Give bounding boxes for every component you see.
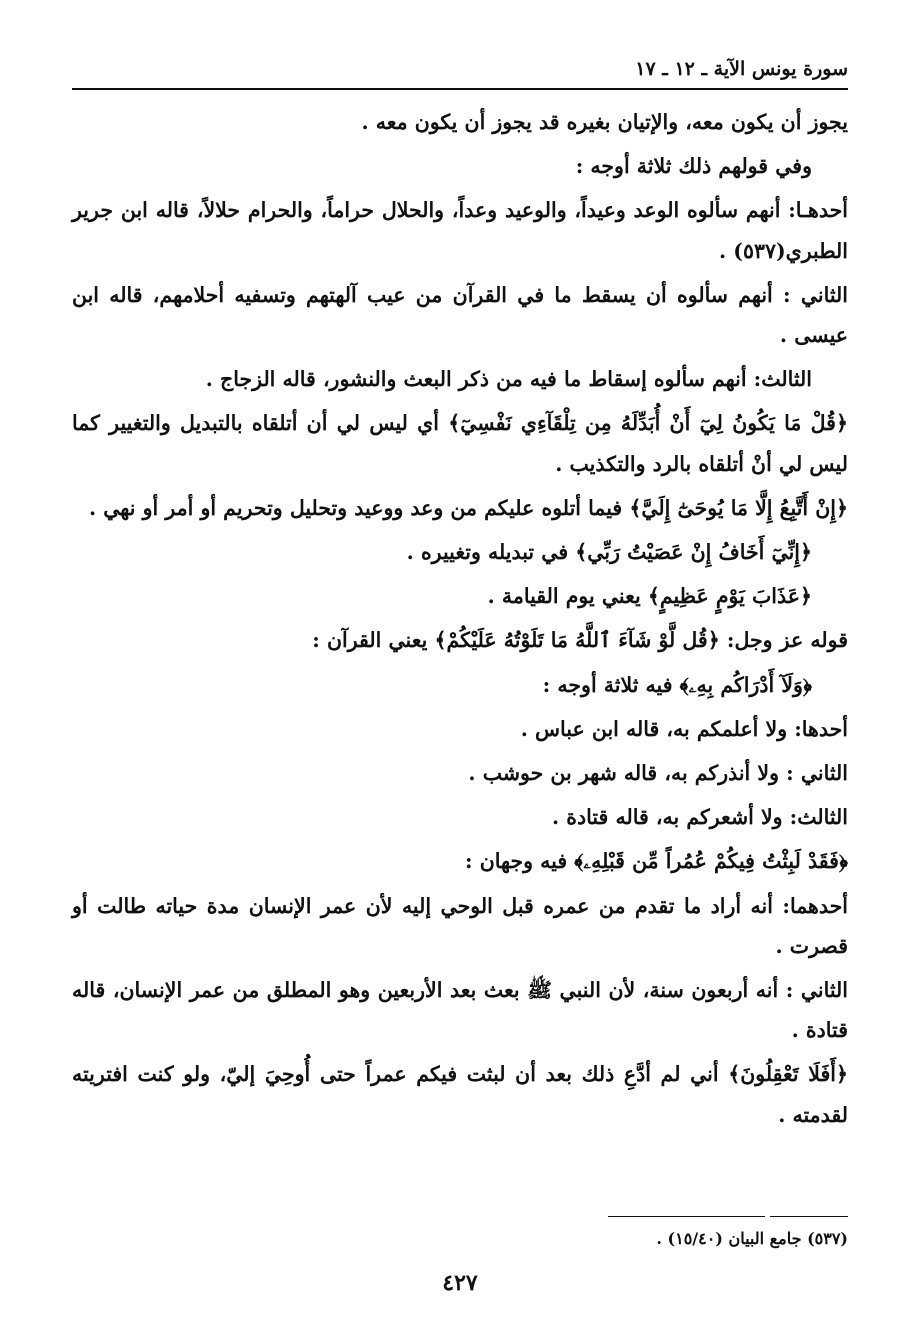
footnote-separator [608, 1216, 848, 1217]
paragraph: ﴿عَذَابَ يَوْمٍ عَظِيمٍ﴾ يعني يوم القيامة . [487, 584, 812, 609]
page-number [0, 1268, 920, 1298]
paragraph: ﴿إِنْ أَتَّبِعُ إِلَّا مَا يُوحَىٰٓ إِلَيَّ﴾ فيما أتلوه عليكم من وعد ووعيد وتحليل وتحريم أو أمر أو نهي . [88, 495, 848, 520]
paragraph: الثاني : أنه أربعون سنة، لأن النبي ﷺ بعث بعد الأربعين وهو المطلق من عمر الإنسان، قاله قتادة . [72, 978, 848, 1043]
paragraph: وفي قولهم ذلك ثلاثة أوجه : [575, 154, 812, 179]
paragraph: ﴿أَفَلَا تَعْقِلُونَ﴾ أني لم أدَّعِ ذلك بعد أن لبثت فيكم عمراً حتى أُوحِيَ إليّ، ولو كنت افتريته لقدمته . [72, 1062, 848, 1127]
paragraph: ﴿وَلَآ أَدْرَاكُم بِهِۦ﴾ فيه ثلاثة أوجه : [542, 672, 812, 697]
paragraph: الثاني : ولا أنذركم به، قاله شهر بن حوشب . [468, 761, 848, 786]
footnote-text: (٥٣٧) جامع البيان (١٥/٤٠) . [656, 1229, 848, 1248]
page-number-text: ٤٢٧ [442, 1270, 478, 1296]
running-header [72, 54, 848, 90]
body-text [72, 102, 848, 1139]
paragraph: الثاني : أنهم سألوه أن يسقط ما في القرآن من عيب آلهتهم وتسفيه أحلامهم، قاله ابن عيسى . [72, 282, 848, 348]
paragraph: أحدهما: أنه أراد ما تقدم من عمره قبل الوحي إليه لأن عمر الإنسان مدة حياته طالت أو قصرت . [72, 893, 848, 958]
paragraph: ﴿فَقَدْ لَبِثْتُ فِيكُمْ عُمُراً مِّن قَبْلِهِۦ﴾ فيه وجهان : [465, 849, 848, 874]
paragraph: أحدها: ولا أعلمكم به، قاله ابن عباس . [520, 716, 848, 741]
footnote [72, 1226, 848, 1252]
paragraph: الثالث: أنهم سألوه إسقاط ما فيه من ذكر البعث والنشور، قاله الزجاج . [205, 367, 812, 392]
paragraph: يجوز أن يكون معه، والإتيان بغيره قد يجوز أن يكون معه . [361, 110, 848, 134]
running-title: سورة يونس الآية ـ ١٢ ـ ١٧ [635, 58, 848, 80]
paragraph: ﴿قُلْ مَا يَكُونُ لِيٓ أَنْ أُبَدِّلَهُ مِن تِلْقَآءِي نَفْسِيٓ﴾ أي ليس لي أن أتلقاه بالتبديل والتغيير كما ليس لي أنْ أتلقاه بالرد والتكذيب . [72, 411, 848, 476]
paragraph: قوله عز وجل: ﴿قُل لَّوْ شَآءَ ٱللَّهُ مَا تَلَوْتُهُ عَلَيْكُمْ﴾ يعني القرآن : [312, 628, 848, 653]
paragraph: أحدهـا: أنهم سألوه الوعد وعيداً، والوعيد وعداً، والحلال حراماً، والحرام حلالاً، قاله ابن جرير الطبري(٥٣٧) . [72, 198, 848, 263]
paragraph: ﴿إِنِّيٓ أَخَافُ إِنْ عَصَيْتُ رَبِّي﴾ في تبديله وتغييره . [406, 540, 812, 565]
paragraph: الثالث: ولا أشعركم به، قاله قتادة . [551, 805, 848, 830]
